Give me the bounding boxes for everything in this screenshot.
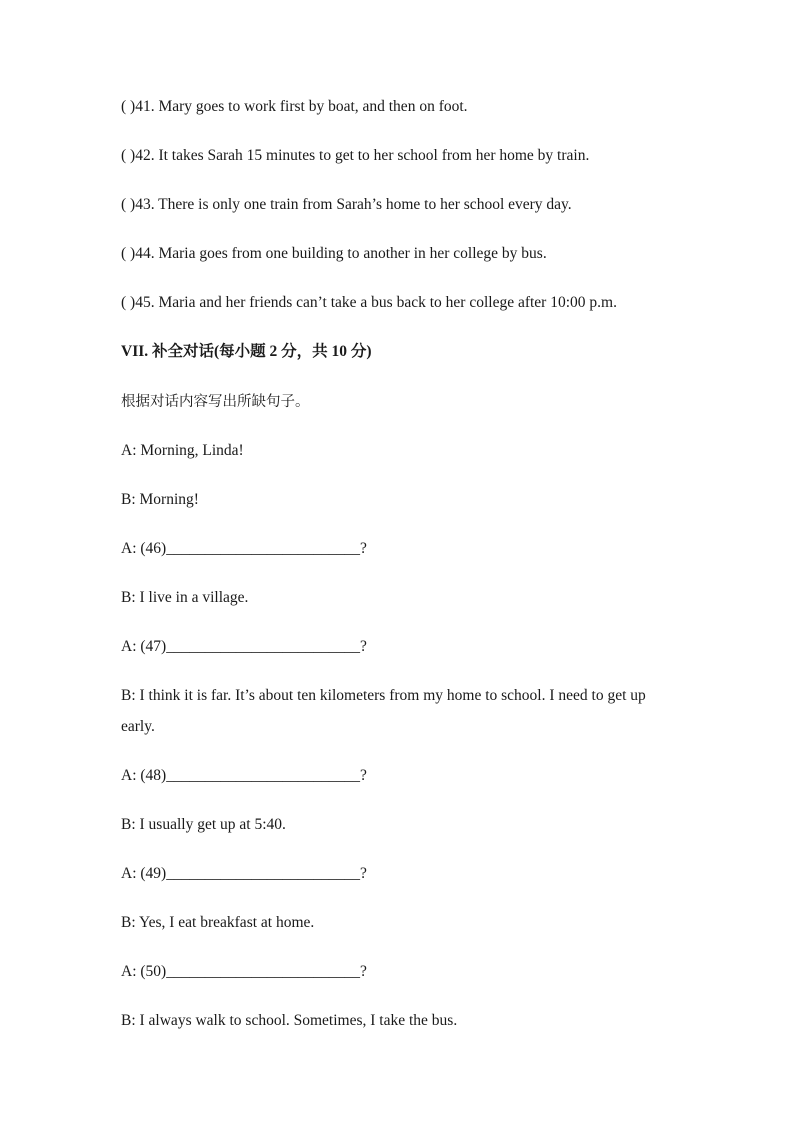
question-41: ( )41. Mary goes to work first by boat, and then on foot.: [121, 98, 468, 115]
dialogue-line: B: I think it is far. It’s about ten kilometers from my home to school. I need to get up: [121, 687, 646, 704]
dialogue-blank-47: A: (47)_________________________?: [121, 638, 367, 655]
question-43: ( )43. There is only one train from Sarah’s home to her school every day.: [121, 196, 572, 213]
dialogue-blank-46: A: (46)_________________________?: [121, 540, 367, 557]
dialogue-blank-49: A: (49)_________________________?: [121, 865, 367, 882]
dialogue-line: B: I usually get up at 5:40.: [121, 816, 286, 833]
dialogue-blank-48: A: (48)_________________________?: [121, 767, 367, 784]
question-42: ( )42. It takes Sarah 15 minutes to get to her school from her home by train.: [121, 147, 590, 164]
dialogue-line: B: Morning!: [121, 491, 199, 508]
dialogue-blank-50: A: (50)_________________________?: [121, 963, 367, 980]
dialogue-line: A: Morning, Linda!: [121, 442, 244, 459]
dialogue-line-continued: early.: [121, 718, 155, 735]
dialogue-line: B: Yes, I eat breakfast at home.: [121, 914, 315, 931]
question-44: ( )44. Maria goes from one building to another in her college by bus.: [121, 245, 547, 262]
dialogue-line: B: I always walk to school. Sometimes, I take the bus.: [121, 1012, 458, 1029]
section-instruction: 根据对话内容写出所缺句子。: [121, 394, 310, 410]
dialogue-line: B: I live in a village.: [121, 589, 249, 606]
question-45: ( )45. Maria and her friends can’t take a bus back to her college after 10:00 p.m.: [121, 294, 617, 311]
section-heading: VII. 补全对话(每小题 2 分，共 10 分): [121, 343, 372, 360]
